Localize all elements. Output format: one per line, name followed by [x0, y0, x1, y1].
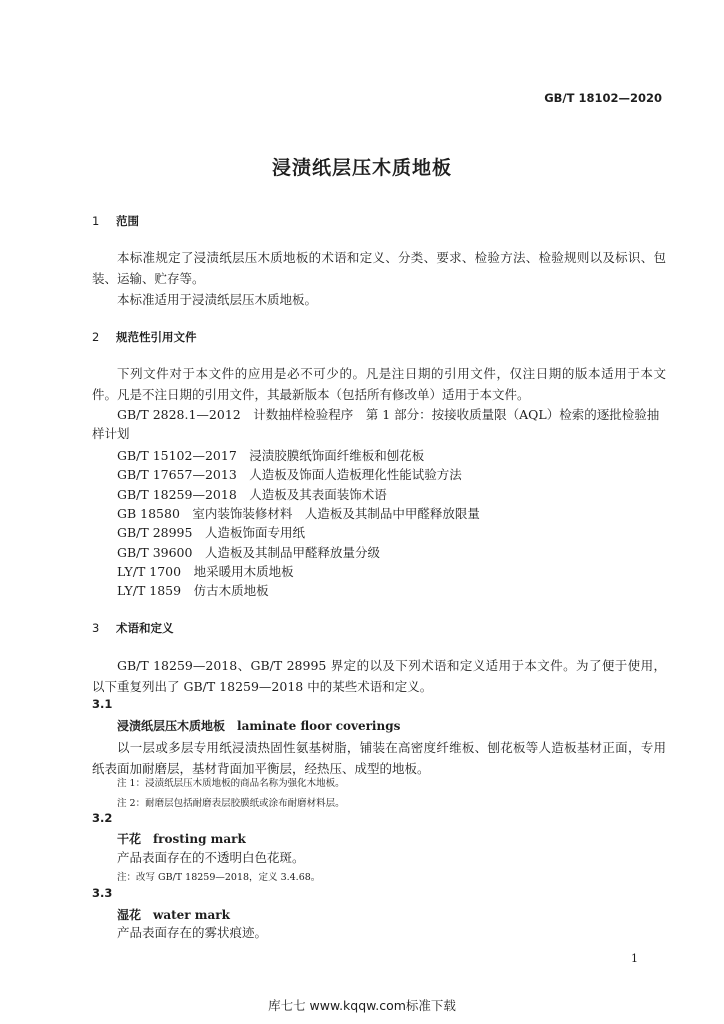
- section-2-intro: 下列文件对于本文件的应用是必不可少的。凡是注日期的引用文件，仅注日期的版本适用于本文件。凡是不注日期的引用文件，其最新版本（包括所有修改单）适用于本文件。: [92, 366, 666, 402]
- section-title: 术语和定义: [116, 621, 174, 635]
- term-number: 3.3: [92, 886, 113, 900]
- term-number: 3.2: [92, 811, 113, 825]
- section-1-paragraph-2: 本标准适用于浸渍纸层压木质地板。: [117, 292, 318, 307]
- term-definition: 以一层或多层专用纸浸渍热固性氨基树脂，铺装在高密度纤维板、刨花板等人造板基材正面，专用纸表面加耐磨层，基材背面加平衡层，经热压、成型的地板。: [92, 740, 666, 776]
- term-zh: 浸渍纸层压木质地板: [117, 719, 226, 733]
- term-note: 注：改写 GB/T 18259—2018，定义 3.4.68。: [117, 872, 321, 883]
- term-definition: 产品表面存在的雾状痕迹。: [117, 925, 268, 940]
- term-note: 注 2：耐磨层包括耐磨表层胶膜纸或涂布耐磨材料层。: [117, 798, 345, 809]
- reference-item: LY/T 1859 仿古木质地板: [117, 583, 269, 598]
- document-title: 浸渍纸层压木质地板: [271, 157, 452, 179]
- download-footer: 库七七 www.kqqw.com标准下载: [268, 998, 456, 1013]
- term-title: [117, 717, 400, 734]
- term-zh: 湿花: [117, 908, 142, 922]
- section-number: 2: [92, 330, 100, 344]
- reference-item: GB/T 17657—2013 人造板及饰面人造板理化性能试验方法: [117, 467, 462, 482]
- reference-item: GB/T 2828.1—2012 计数抽样检验程序 第 1 部分：按接收质量限（AQL）检索的逐批检验抽样计划: [92, 407, 660, 441]
- term-en: frosting mark: [153, 832, 246, 846]
- reference-item: GB 18580 室内装饰装修材料 人造板及其制品中甲醛释放限量: [117, 506, 480, 521]
- page-number: 1: [631, 952, 638, 965]
- section-number: 1: [92, 214, 100, 228]
- term-note: 注 1：浸渍纸层压木质地板的商品名称为强化木地板。: [117, 778, 345, 789]
- term-definition: 产品表面存在的不透明白色花斑。: [117, 850, 305, 865]
- section-1-heading: [92, 213, 139, 229]
- section-1-paragraph-1: 本标准规定了浸渍纸层压木质地板的术语和定义、分类、要求、检验方法、检验规则以及标识、包装、运输、贮存等。: [92, 250, 666, 286]
- term-title: [117, 906, 230, 923]
- reference-item: GB/T 18259—2018 人造板及其表面装饰术语: [117, 487, 387, 502]
- section-title: 规范性引用文件: [116, 330, 197, 344]
- section-2-heading: [92, 329, 197, 345]
- term-zh: 干花: [117, 832, 142, 846]
- section-3-heading: [92, 620, 174, 636]
- reference-item: GB/T 28995 人造板饰面专用纸: [117, 525, 305, 540]
- term-title: [117, 830, 246, 847]
- reference-item: GB/T 15102—2017 浸渍胶膜纸饰面纤维板和刨花板: [117, 448, 425, 463]
- reference-item: LY/T 1700 地采暖用木质地板: [117, 564, 294, 579]
- term-number: 3.1: [92, 697, 113, 711]
- term-en: water mark: [153, 908, 230, 922]
- section-3-intro: GB/T 18259—2018、GB/T 28995 界定的以及下列术语和定义适用于本文件。为了便于使用，以下重复列出了 GB/T 18259—2018 中的某些术语和定义。: [92, 658, 666, 694]
- section-title: 范围: [116, 214, 139, 228]
- standard-number: GB/T 18102—2020: [544, 91, 662, 105]
- reference-item: GB/T 39600 人造板及其制品甲醛释放量分级: [117, 545, 380, 560]
- term-en: laminate floor coverings: [237, 719, 401, 733]
- section-number: 3: [92, 621, 100, 635]
